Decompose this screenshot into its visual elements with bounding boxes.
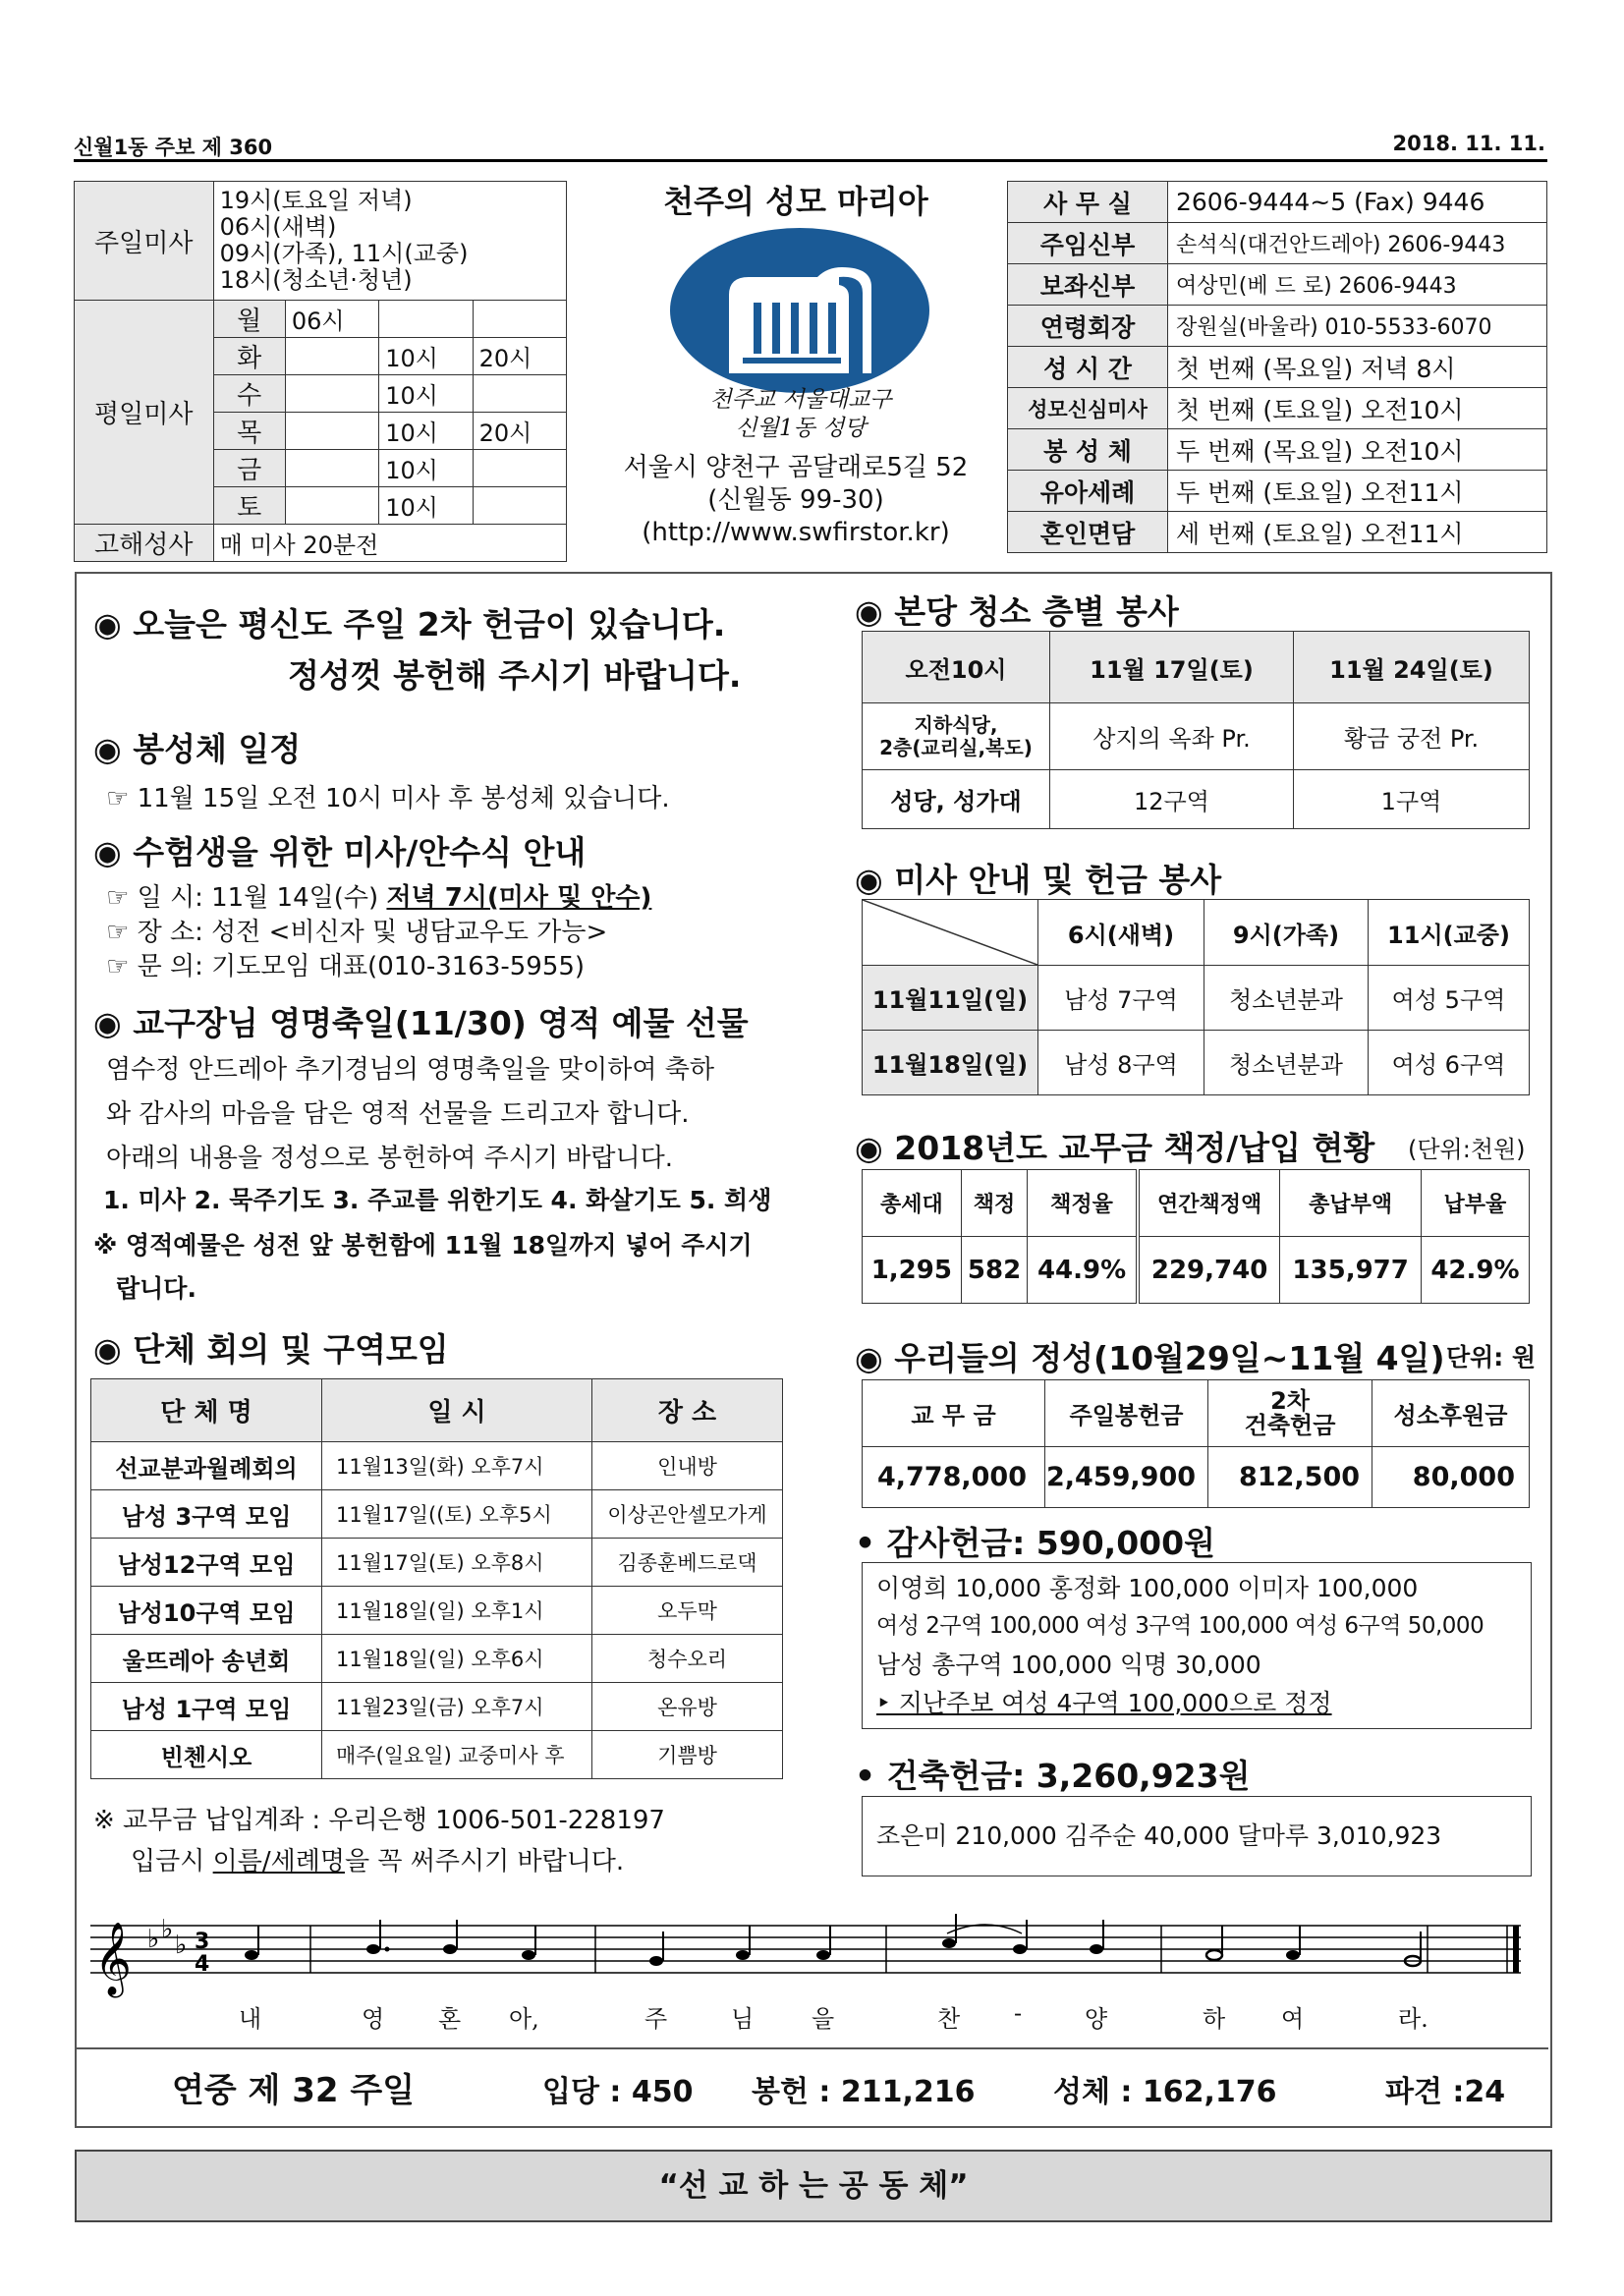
weekday-time: 10시 xyxy=(379,413,473,450)
meeting-name: 남성 3구역 모임 xyxy=(91,1490,322,1539)
meeting-time: 11월23일(금) 오후7시 xyxy=(322,1683,592,1731)
communion-count: 성체 : 162,176 xyxy=(1053,2075,1277,2109)
seal-line: 천주교 서울대교구 xyxy=(709,387,892,413)
meeting-time: 매주(일요일) 교중미사 후 xyxy=(322,1731,592,1779)
diagonal-rule xyxy=(863,900,1037,965)
contact-value: 세 번째 (토요일) 오전11시 xyxy=(1168,512,1547,553)
meeting-time: 11월18일(일) 오후6시 xyxy=(322,1635,592,1683)
exam-mass-inquiry: ☞ 문 의: 기도모임 대표(010-3163-5955) xyxy=(106,952,586,981)
communion-text: ☞ 11월 15일 오전 10시 미사 후 봉성체 있습니다. xyxy=(106,784,670,813)
offering-service-header: 9시(가족) xyxy=(1204,900,1369,966)
offering-service-group: 여성 5구역 xyxy=(1369,966,1530,1031)
offerings-value: 80,000 xyxy=(1372,1447,1530,1508)
meeting-name: 남성12구역 모임 xyxy=(91,1539,322,1587)
weekday-day: 금 xyxy=(213,450,285,487)
liturgical-week: 연중 제 32 주일 xyxy=(172,2071,416,2110)
lyric: 라. xyxy=(1398,2005,1428,2033)
offerings-header: 주일봉헌금 xyxy=(1045,1380,1208,1447)
offering-count: 봉헌 : 211,216 xyxy=(752,2075,976,2109)
contact-value: 두 번째 (목요일) 오전10시 xyxy=(1168,429,1547,471)
building-box xyxy=(862,1796,1532,1876)
contact-label: 성모신심미사 xyxy=(1008,388,1168,429)
cleaning-header: 11월 24일(토) xyxy=(1294,632,1530,703)
thanks-title: • 감사헌금: 590,000원 xyxy=(855,1524,1215,1562)
thanks-line: 남성 총구역 100,000 익명 30,000 xyxy=(876,1651,1261,1679)
cleaning-group: 1구역 xyxy=(1294,770,1530,829)
lay-sunday-notice-subtitle: 정성껏 봉헌해 주시기 바랍니다. xyxy=(288,656,742,695)
lyric: - xyxy=(1014,1999,1023,2027)
weekday-time: 06시 xyxy=(285,301,378,338)
bishop-feast-title: ◉ 교구장님 영명축일(11/30) 영적 예물 선물 xyxy=(93,1004,749,1042)
account-text: 을 꼭 써주시기 바랍니다. xyxy=(344,1847,625,1876)
meeting-time: 11월13일(화) 오후7시 xyxy=(322,1442,592,1490)
account-line2 xyxy=(131,1841,624,1877)
weekday-time xyxy=(473,375,566,413)
contact-value: 두 번째 (토요일) 오전11시 xyxy=(1168,471,1547,512)
weekday-time: 10시 xyxy=(379,487,473,525)
svg-text:𝄞: 𝄞 xyxy=(94,1923,132,1995)
thanks-box xyxy=(862,1562,1532,1729)
offering-service-group: 청소년분과 xyxy=(1204,966,1369,1031)
lyric: 여 xyxy=(1281,2005,1305,2033)
contact-value: 장원실(바울라) 010-5533-6070 xyxy=(1168,306,1547,347)
meeting-name: 남성10구역 모임 xyxy=(91,1587,322,1635)
weekday-time: 10시 xyxy=(379,375,473,413)
sunday-time: 18시(청소년·청년) xyxy=(219,266,413,294)
weekday-time xyxy=(285,338,378,375)
lay-sunday-notice-title: ◉ 오늘은 평신도 주일 2차 헌금이 있습니다. xyxy=(93,605,726,644)
exam-mass-title: ◉ 수험생을 위한 미사/안수식 안내 xyxy=(93,833,587,871)
sunday-time: 09시(가족), 11시(교중) xyxy=(219,240,469,267)
meeting-place: 청수오리 xyxy=(592,1635,783,1683)
weekday-time xyxy=(473,450,566,487)
mass-schedule-table xyxy=(74,181,567,562)
offerings-value: 812,500 xyxy=(1208,1447,1372,1508)
cleaning-group: 12구역 xyxy=(1050,770,1294,829)
bishop-note-line1: ※ 영적예물은 성전 앞 봉헌함에 11월 18일까지 넣어 주시기 xyxy=(93,1231,753,1260)
lyric: 을 xyxy=(812,2005,835,2033)
sunday-time: 19시(토요일 저녁) xyxy=(219,187,413,214)
weekday-mass-label: 평일미사 xyxy=(75,301,214,525)
church-title: 천주의 성모 마리아 xyxy=(663,183,928,220)
svg-text:♭: ♭ xyxy=(175,1931,188,1960)
weekday-day: 월 xyxy=(213,301,285,338)
thanks-line: 여성 2구역 100,000 여성 3구역 100,000 여성 6구역 50,000 xyxy=(876,1613,1484,1639)
weekday-time: 10시 xyxy=(379,450,473,487)
church-website[interactable]: (http://www.swfirstor.kr) xyxy=(642,518,950,547)
offering-service-group: 남성 7구역 xyxy=(1038,966,1204,1031)
dues-header: 책정율 xyxy=(1028,1170,1138,1237)
weekday-time xyxy=(473,301,566,338)
meetings-table xyxy=(90,1378,783,1779)
contact-label: 사 무 실 xyxy=(1008,182,1168,223)
lyric: 님 xyxy=(731,2005,755,2033)
weekday-time: 10시 xyxy=(379,338,473,375)
thanks-body xyxy=(863,1563,1531,1728)
dues-header: 연간책정액 xyxy=(1138,1170,1280,1237)
offering-service-date: 11월18일(일) xyxy=(863,1031,1038,1095)
sunday-mass-label: 주일미사 xyxy=(75,182,214,301)
offering-service-corner xyxy=(863,900,1038,966)
contact-label: 연령회장 xyxy=(1008,306,1168,347)
thanks-correction: ‣ 지난주보 여성 4구역 100,000으로 정정 xyxy=(876,1689,1332,1717)
offering-service-header: 11시(교중) xyxy=(1369,900,1530,966)
bishop-line: 염수정 안드레아 추기경님의 영명축일을 맞이하여 축하 xyxy=(106,1055,714,1085)
lyric: 찬 xyxy=(937,2005,961,2033)
contact-value: 첫 번째 (토요일) 오전10시 xyxy=(1168,388,1547,429)
exam-date-label: ☞ 일 시: 11월 14일(수) xyxy=(106,883,387,913)
dismissal-count: 파견 :24 xyxy=(1385,2075,1506,2109)
contact-label: 성 시 간 xyxy=(1008,347,1168,388)
church-address: 서울시 양천구 곰달래로5길 52 xyxy=(623,453,969,482)
offering-service-header: 6시(새벽) xyxy=(1038,900,1204,966)
contact-value: 첫 번째 (목요일) 저녁 8시 xyxy=(1168,347,1547,388)
dues-header: 책정 xyxy=(961,1170,1028,1237)
weekday-time: 20시 xyxy=(473,413,566,450)
bulletin-date: 2018. 11. 11. xyxy=(1392,132,1545,155)
meeting-time: 11월17일((토) 오후5시 xyxy=(322,1490,592,1539)
dues-title: ◉ 2018년도 교무금 책정/납입 현황 xyxy=(855,1129,1375,1167)
lyric: 영 xyxy=(362,2005,385,2033)
meetings-header: 일 시 xyxy=(322,1379,592,1442)
cleaning-area: 성당, 성가대 xyxy=(863,770,1050,829)
footer-rule xyxy=(75,2047,1548,2049)
offerings-value: 2,459,900 xyxy=(1045,1447,1208,1508)
meetings-header: 장 소 xyxy=(592,1379,783,1442)
weekday-time xyxy=(285,450,378,487)
weekday-day: 토 xyxy=(213,487,285,525)
communion-title: ◉ 봉성체 일정 xyxy=(93,730,302,768)
exam-date-time: 저녁 7시(미사 및 안수) xyxy=(386,883,652,913)
lyric: 내 xyxy=(239,2005,262,2033)
meeting-place: 기쁨방 xyxy=(592,1731,783,1779)
contact-table xyxy=(1007,181,1547,553)
contact-label: 봉 성 체 xyxy=(1008,429,1168,471)
weekday-day: 수 xyxy=(213,375,285,413)
meeting-place: 인내방 xyxy=(592,1442,783,1490)
attendance-count: 입당 : 450 xyxy=(542,2075,694,2109)
offerings-header: 성소후원금 xyxy=(1372,1380,1530,1447)
dues-value: 582 xyxy=(961,1237,1028,1304)
weekday-time: 20시 xyxy=(473,338,566,375)
meeting-time: 11월18일(일) 오후1시 xyxy=(322,1587,592,1635)
meeting-place: 오두막 xyxy=(592,1587,783,1635)
dues-value: 44.9% xyxy=(1028,1237,1138,1304)
svg-text:♭: ♭ xyxy=(161,1915,174,1944)
meetings-header: 단 체 명 xyxy=(91,1379,322,1442)
confession-value: 매 미사 20분전 xyxy=(213,525,566,562)
svg-text:3: 3 xyxy=(195,1930,210,1954)
weekday-time xyxy=(285,487,378,525)
meeting-place: 김종훈베드로댁 xyxy=(592,1539,783,1587)
dues-table xyxy=(862,1169,1530,1304)
account-name-emphasis: 이름/세례명 xyxy=(212,1847,345,1876)
offerings-value: 4,778,000 xyxy=(863,1447,1045,1508)
parish-slogan: “선 교 하 는 공 동 체” xyxy=(75,2150,1552,2222)
sunday-mass-times xyxy=(213,182,566,301)
church-seal xyxy=(678,386,924,443)
contact-value: 여상민(베 드 로) 2606-9443 xyxy=(1168,264,1547,306)
meeting-place: 온유방 xyxy=(592,1683,783,1731)
lyric: 주 xyxy=(644,2005,668,2033)
lyric: 하 xyxy=(1203,2005,1226,2033)
lyric: 혼 xyxy=(438,2005,462,2033)
cleaning-header: 11월 17일(토) xyxy=(1050,632,1294,703)
offerings-table xyxy=(862,1379,1530,1508)
contact-label: 보좌신부 xyxy=(1008,264,1168,306)
church-address-old: (신월동 99-30) xyxy=(707,485,884,515)
weekday-time xyxy=(379,301,473,338)
offering-service-title: ◉ 미사 안내 및 헌금 봉사 xyxy=(855,861,1222,899)
church-logo xyxy=(670,226,930,401)
meetings-title: ◉ 단체 회의 및 구역모임 xyxy=(93,1330,449,1369)
lyric: 양 xyxy=(1085,2005,1108,2033)
building-title: • 건축헌금: 3,260,923원 xyxy=(855,1757,1251,1795)
dues-unit: (단위:천원) xyxy=(1408,1136,1526,1163)
bishop-feast-body xyxy=(106,1048,714,1181)
meeting-time: 11월17일(토) 오후8시 xyxy=(322,1539,592,1587)
exam-mass-place: ☞ 장 소: 성전 <비신자 및 냉담교우도 가능> xyxy=(106,918,608,947)
cleaning-header: 오전10시 xyxy=(863,632,1050,703)
offerings-header: 교 무 금 xyxy=(863,1380,1045,1447)
building-line: 조은미 210,000 김주순 40,000 달마루 3,010,923 xyxy=(876,1821,1442,1850)
weekday-time xyxy=(285,375,378,413)
sunday-time: 06시(새벽) xyxy=(219,213,337,241)
dues-value: 135,977 xyxy=(1280,1237,1421,1304)
weekday-day: 화 xyxy=(213,338,285,375)
header-rule xyxy=(74,159,1547,162)
bishop-line: 와 감사의 마음을 담은 영적 선물을 드리고자 합니다. xyxy=(106,1099,690,1129)
dues-value: 229,740 xyxy=(1138,1237,1280,1304)
meeting-name: 울뜨레아 송년회 xyxy=(91,1635,322,1683)
contact-label: 혼인면담 xyxy=(1008,512,1168,553)
dues-value: 42.9% xyxy=(1421,1237,1529,1304)
offering-service-date: 11월11일(일) xyxy=(863,966,1038,1031)
dues-header: 총세대 xyxy=(863,1170,962,1237)
contact-value: 2606-9444~5 (Fax) 9446 xyxy=(1168,182,1547,223)
offerings-unit: 단위: 원 xyxy=(1446,1343,1537,1372)
account-line1: ※ 교무금 납입계좌 : 우리은행 1006-501-228197 xyxy=(93,1806,665,1835)
meeting-name: 선교분과월례회의 xyxy=(91,1442,322,1490)
cleaning-group: 상지의 옥좌 Pr. xyxy=(1050,703,1294,770)
bulletin-number: 신월1동 주보 제 360 xyxy=(74,136,273,159)
lyric: 아, xyxy=(509,2005,539,2033)
cleaning-table xyxy=(862,631,1530,829)
meeting-place: 이상곤안셀모가게 xyxy=(592,1490,783,1539)
account-text: 입금시 xyxy=(131,1847,213,1876)
bishop-note-line2: 랍니다. xyxy=(116,1274,196,1303)
offerings-title: ◉ 우리들의 정성(10월29일~11월 4일) xyxy=(855,1339,1445,1377)
cleaning-title: ◉ 본당 청소 층별 봉사 xyxy=(855,592,1179,631)
dues-value: 1,295 xyxy=(863,1237,962,1304)
offering-service-group: 여성 6구역 xyxy=(1369,1031,1530,1095)
contact-label: 유아세례 xyxy=(1008,471,1168,512)
offering-service-table xyxy=(862,899,1530,1095)
weekday-day: 목 xyxy=(213,413,285,450)
bishop-line: 아래의 내용을 정성으로 봉헌하여 주시기 바랍니다. xyxy=(106,1144,674,1173)
hymn-lyrics xyxy=(77,1999,1546,2039)
dues-header: 납부율 xyxy=(1421,1170,1529,1237)
meeting-name: 빈첸시오 xyxy=(91,1731,322,1779)
offering-service-group: 청소년분과 xyxy=(1204,1031,1369,1095)
dues-header: 총납부액 xyxy=(1280,1170,1421,1237)
weekday-time xyxy=(285,413,378,450)
svg-text:4: 4 xyxy=(195,1952,210,1977)
offering-service-group: 남성 8구역 xyxy=(1038,1031,1204,1095)
contact-label: 주임신부 xyxy=(1008,223,1168,264)
exam-mass-date xyxy=(106,877,651,914)
svg-text:♭: ♭ xyxy=(147,1925,160,1954)
weekday-time xyxy=(473,487,566,525)
offerings-header: 2차 건축헌금 xyxy=(1208,1380,1372,1447)
cleaning-area: 지하식당, 2층(교리실,복도) xyxy=(863,703,1050,770)
church-address-block xyxy=(589,452,1002,549)
thanks-line: 이영희 10,000 홍정화 100,000 이미자 100,000 xyxy=(876,1574,1419,1602)
confession-label: 고해성사 xyxy=(75,525,214,562)
contact-value: 손석식(대건안드레아) 2606-9443 xyxy=(1168,223,1547,264)
bishop-gift-list: 1. 미사 2. 묵주기도 3. 주교를 위한기도 4. 화살기도 5. 희생 xyxy=(103,1186,772,1214)
seal-line: 신월1동 성당 xyxy=(735,416,867,441)
meeting-name: 남성 1구역 모임 xyxy=(91,1683,322,1731)
cleaning-group: 황금 궁전 Pr. xyxy=(1294,703,1530,770)
